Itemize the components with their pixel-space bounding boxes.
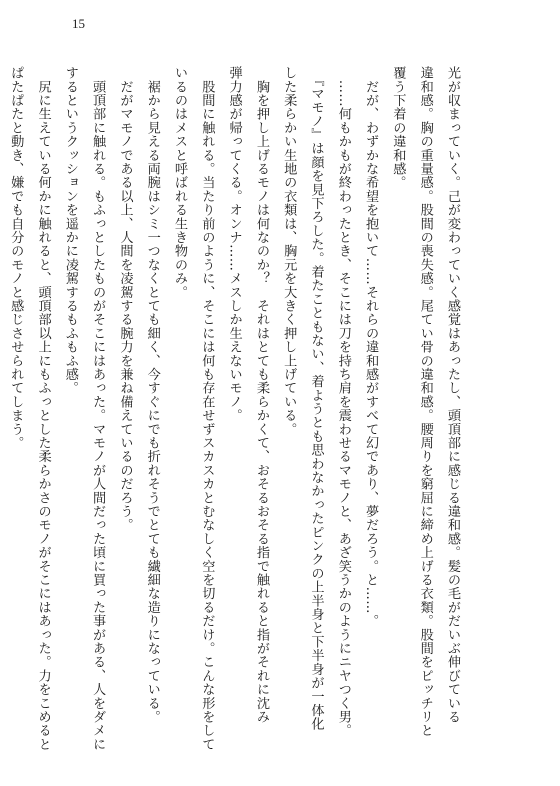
text-line: いるのはメスと呼ばれる生き物のみ。: [172, 66, 188, 299]
text-line: だが、わずかな希望を抱いて……それらの違和感がすべて幻であり、夢だろう。と……。: [363, 66, 379, 628]
text-line: 『マモノ』は顔を見下ろした。着たこともない、着ようとも思わなかったピンクの上半身と下半身が一体化: [308, 66, 324, 731]
text-line: ……何もかもが終わったとき、そこには刀を持ち肩を震わせるマモノと、あざ笑うかのようにニヤつく男。: [335, 66, 351, 738]
text-line: するというクッションを遥かに凌駕するもふもふ感。: [62, 66, 78, 395]
text-line: 頭頂部に触れる。もふっとしたものがそこにはあった。マモノが人間だった頃に買った事がある、人をダメに: [90, 66, 106, 751]
text-line: した柔らかい生地の衣類は、胸元を大きく押し上げている。: [281, 66, 297, 436]
text-line: 尻に生えている何かに触れると、頭頂部以上にもふっとした柔らかさのモノがそこにはあった。力をこめると: [35, 66, 51, 751]
text-line: 裾から見える両腕はシミ一つなくとても細く、今すぐにでも折れそうでとても繊細な造りになっている。: [144, 66, 160, 724]
text-line: 股間に触れる。当たり前のように、そこには何も存在せずスカスカとむなしく空を切るだけ。こんな形をして: [199, 66, 215, 751]
vertical-text-body: [2, 66, 466, 756]
text-line: 光が収まっていく。己が変わっていく感覚はあったし、頭頂部に感じる違和感。髪の毛がだいぶ伸びている: [445, 66, 460, 724]
text-line: 覆う下着の違和感。: [390, 66, 406, 190]
text-line: 胸を押し上げるモノは何なのか？ それはとても柔らかくて、おそるおそる指で触れると指がそれに沈み: [253, 66, 269, 724]
text-line: ぱたぱたと動き、嫌でも自分のモノと感じさせられてしまう。: [8, 66, 24, 450]
text-line: 弾力感が帰ってくる。オンナ……メスしか生えないモノ。: [226, 66, 242, 423]
text-line: 違和感。胸の重量感。股間の喪失感。尾てい骨の違和感。腰周りを窮屈に締め上げる衣類。股間をピッチリと: [417, 66, 433, 738]
text-line: だがマモノである以上、人間を凌駕する腕力を兼ね備えているのだろう。: [117, 66, 133, 532]
page-number: 15: [72, 16, 85, 31]
